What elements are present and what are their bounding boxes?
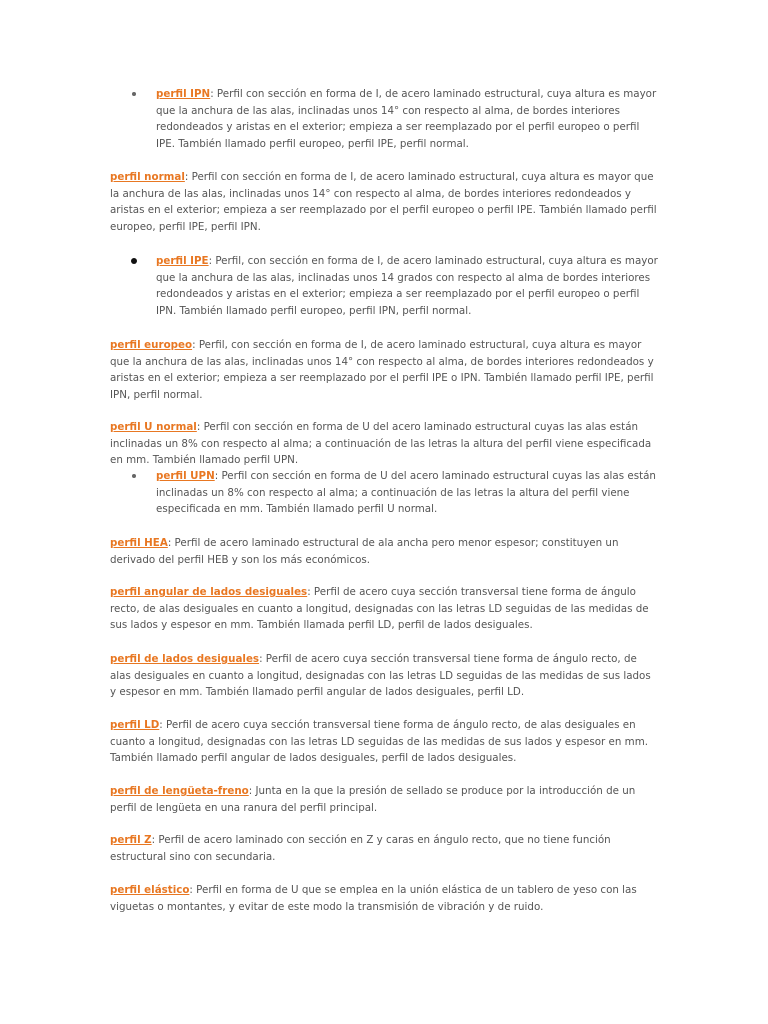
- bullet-icon: [132, 92, 136, 96]
- glossary-entry-perfil-de-lados-desiguales: [110, 651, 660, 701]
- definition-text: : Perfil de acero cuya sección transversal tiene forma de ángulo recto, de alas desiguales en cuanto a longitud, designadas con las letras LD seguidas de las medidas de sus lados y espesor en mm. También llamada perfil LD, perfil de lados desiguales.: [110, 586, 649, 631]
- term-link[interactable]: perfil normal: [110, 171, 185, 183]
- definition-text: : Perfil de acero cuya sección transversal tiene forma de ángulo recto, de alas desiguales en cuanto a longitud, designadas con las letras LD seguidas de las medidas de sus lados y espesor en mm. También llamado perfil angular de lados desiguales, perfil de lados desiguales.: [110, 719, 649, 764]
- term-link[interactable]: perfil de lengüeta-freno: [110, 785, 249, 797]
- definition-text: : Perfil de acero laminado estructural de ala ancha pero menor espesor; constituyen un derivado del perfil HEB y son los más económicos.: [110, 537, 619, 566]
- definition-text: : Perfil en forma de U que se emplea en la unión elástica de un tablero de yeso con las viguetas o montantes, y evitar de este modo la transmisión de vibración y de ruido.: [110, 884, 637, 913]
- term-link[interactable]: perfil UPN: [156, 470, 215, 482]
- term-link[interactable]: perfil U normal: [110, 421, 197, 433]
- glossary-entry-perfil-ipe: [156, 253, 661, 319]
- definition-text: : Perfil, con sección en forma de I, de acero laminado estructural, cuya altura es mayor que la anchura de las alas, inclinadas unos 14° con respecto al alma, de bordes interiores redondeados y aristas en el exterior; empieza a ser reemplazado por el perfil IPE o IPN. También llamado perfil IPE, perfil IPN, perfil normal.: [110, 339, 654, 401]
- definition-text: : Perfil, con sección en forma de I, de acero laminado estructural, cuya altura es mayor que la anchura de las alas, inclinadas unos 14 grados con respecto al alma de bordes interiores redondeados y aristas en el exterior; empieza a ser reemplazado por el perfil europeo o perfil IPN. También llamado perfil europeo, perfil IPN, perfil normal.: [156, 255, 658, 317]
- bullet-icon: [132, 474, 136, 478]
- glossary-entry-perfil-upn: [156, 468, 661, 518]
- definition-text: : Junta en la que la presión de sellado se produce por la introducción de un perfil de lengüeta en una ranura del perfil principal.: [110, 785, 636, 814]
- glossary-entry-perfil-z: [110, 832, 660, 865]
- term-link[interactable]: perfil de lados desiguales: [110, 653, 260, 665]
- term-link[interactable]: perfil LD: [110, 719, 160, 731]
- glossary-entry-perfil-angular-de-lados-desiguales: [110, 584, 660, 634]
- glossary-entry-perfil-normal: [110, 169, 660, 235]
- term-link[interactable]: perfil europeo: [110, 339, 193, 351]
- term-link[interactable]: perfil elástico: [110, 884, 190, 896]
- definition-text: : Perfil de acero laminado con sección en Z y caras en ángulo recto, que no tiene función estructural sino con secundaria.: [110, 834, 611, 863]
- term-link[interactable]: perfil IPN: [156, 88, 211, 100]
- glossary-entry-perfil-elastico: [110, 882, 660, 915]
- term-link[interactable]: perfil IPE: [156, 255, 209, 267]
- glossary-entry-perfil-ipn: [156, 86, 661, 152]
- term-link[interactable]: perfil Z: [110, 834, 152, 846]
- glossary-entry-perfil-u-normal: [110, 419, 660, 469]
- bullet-icon: [131, 258, 137, 264]
- glossary-entry-perfil-hea: [110, 535, 660, 568]
- term-link[interactable]: perfil angular de lados desiguales: [110, 586, 308, 598]
- glossary-entry-perfil-ld: [110, 717, 660, 767]
- definition-text: : Perfil con sección en forma de U del acero laminado estructural cuyas las alas están inclinadas un 8% con respecto al alma; a continuación de las letras la altura del perfil viene especificada en mm. También llamado perfil U normal.: [156, 470, 656, 515]
- definition-text: : Perfil con sección en forma de I, de acero laminado estructural, cuya altura es mayor que la anchura de las alas, inclinadas unos 14° con respecto al alma, de bordes interiores redondeados y aristas en el exterior; empieza a ser reemplazado por el perfil europeo o perfil IPE. También llamado perfil europeo, perfil IPE, perfil normal.: [156, 88, 657, 150]
- definition-text: : Perfil de acero cuya sección transversal tiene forma de ángulo recto, de alas desiguales en cuanto a longitud, designadas con las letras LD seguidas de las medidas de sus lados y espesor en mm. También llamado perfil angular de lados desiguales, perfil LD.: [110, 653, 651, 698]
- definition-text: : Perfil con sección en forma de U del acero laminado estructural cuyas las alas están inclinadas un 8% con respecto al alma; a continuación de las letras la altura del perfil viene especificada en mm. También llamado perfil UPN.: [110, 421, 652, 466]
- glossary-entry-perfil-de-lengueta-freno: [110, 783, 660, 816]
- glossary-entry-perfil-europeo: [110, 337, 660, 403]
- term-link[interactable]: perfil HEA: [110, 537, 168, 549]
- definition-text: : Perfil con sección en forma de I, de acero laminado estructural, cuya altura es mayor que la anchura de las alas, inclinadas unos 14° con respecto al alma, de bordes interiores redondeados y aristas en el exterior; empieza a ser reemplazado por el perfil europeo o perfil IPE. También llamado perfil europeo, perfil IPE, perfil IPN.: [110, 171, 657, 233]
